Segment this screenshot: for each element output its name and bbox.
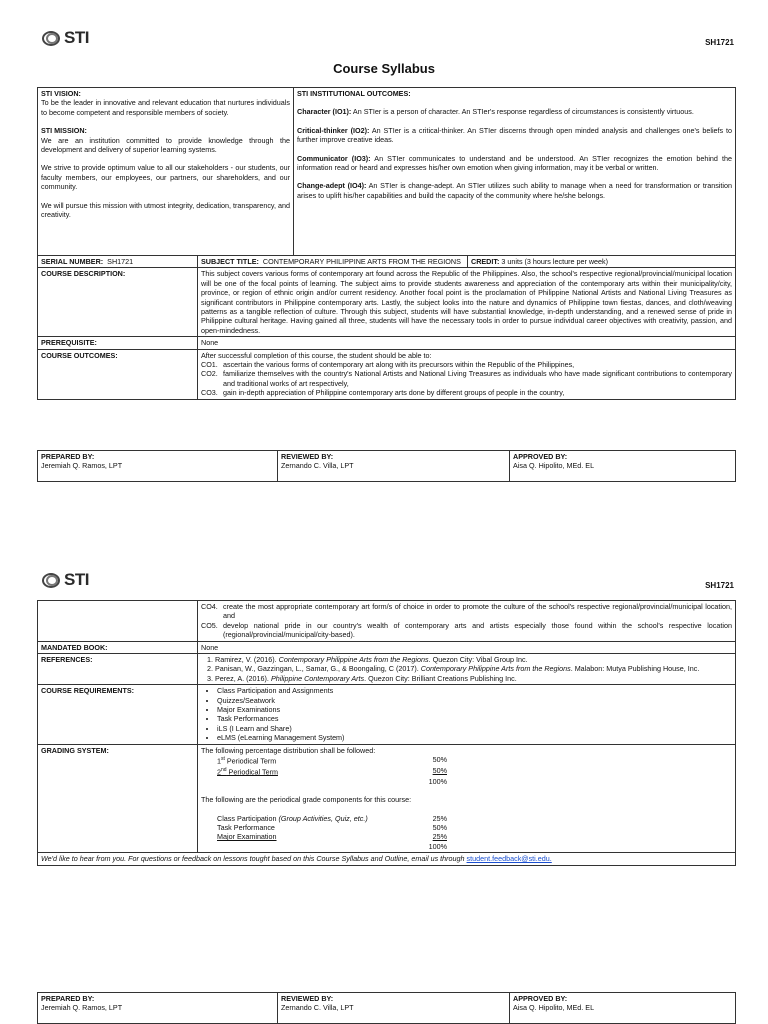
requirement-item: • Task Performances [217, 714, 732, 723]
outcome-io2: Critical-thinker (IO2): An STIer is a critical-thinker. An STIer discerns through open minded analysis and challenges one's beliefs to further improve creative ideas. [297, 125, 733, 145]
grade-term-row: 1st Periodical Term 50% [217, 755, 447, 766]
grading-cell [198, 744, 736, 852]
requirement-item: • eLMS (eLearning Management System) [217, 733, 732, 742]
sti-logo [42, 28, 89, 48]
outcome-io1: Character (IO1): An STIer is a person of character. An STIer's response regardless of circumstances is consistently virtuous. [297, 107, 694, 117]
vision-mission-cell [38, 88, 294, 256]
prepared-by-cell: PREPARED BY: Jeremiah Q. Ramos, LPT [38, 993, 278, 1024]
reference-item: 1. Ramirez, V. (2016). Contemporary Philippine Arts from the Regions. Quezon City: Vibal Group Inc. [215, 655, 732, 664]
course-outcome-co5: CO5. develop national pride in our country's wealth of contemporary arts and artists especially those found within the school's respective location (regional/provincial/municipal/city-based). [201, 620, 732, 640]
description-text: This subject covers various forms of contemporary art found across the Republic of the Philippines. Also, the school's respective regional/provincial/municipal location will be one of the focal points of learning. The subject aims to provide students awareness and appreciation of the contemporary arts within their municipality/city, province, or region of ethnic origin and/or current residency. Another focal point is the proclamation of Philippine National Artists and National Living Treasures as significant contributors in Philippine contemporary arts. Lastly, the subject looks into the nature and dynamics of Philippine town fiestas, dances, and cloth/weaving patterns as a tangible reflection of culture. Through this subject, students will have substantial knowledge, in-depth understanding, and a renewed sense of pride in Philippine cultural heritage. Having gained all three, students will have the necessary tools in order to pursue individual career objectives with creativity, passion, and open-mindedness. [198, 268, 736, 337]
prerequisite-label: PREREQUISITE: [38, 337, 198, 349]
requirement-item: • Major Examinations [217, 705, 732, 714]
outcome-io4: Change-adept (IO4): An STIer is change-adept. An STIer utilizes such ability to manage when a need for transformation or transition arises to uplift his/her capabilities and build the capacity of the community where he/she belongs. [297, 181, 733, 200]
references-label: REFERENCES: [38, 654, 198, 685]
course-outcome-co2: CO2. familiarize themselves with the country's National Artists and National Living Treasures as individuals who have made significant contributions to contemporary and traditional works of art respectively, [201, 369, 733, 388]
requirements-cell [198, 685, 736, 744]
requirement-item: • iLS (I Learn and Share) [217, 724, 732, 733]
credit-cell: CREDIT: 3 units (3 hours lecture per week) [468, 256, 736, 268]
globe-icon [42, 30, 62, 46]
course-outcomes-intro: After successful completion of this course, the student should be able to: [201, 350, 432, 360]
course-outcomes-cell [198, 349, 736, 399]
reviewed-by-cell: REVIEWED BY: Zernando C. Villa, LPT [278, 993, 510, 1024]
course-outcomes-cont-cell [198, 601, 736, 642]
grade-term-row: 2nd Periodical Term 50% [217, 765, 447, 777]
grading-intro-1: The following percentage distribution shall be followed: [201, 745, 376, 755]
grading-label: GRADING SYSTEM: [38, 744, 198, 852]
approved-by-cell: APPROVED BY: Aisa Q. Hipolito, MEd. EL [510, 451, 736, 482]
requirement-item: • Class Participation and Assignments [217, 686, 732, 695]
serial-cell: SERIAL NUMBER: SH1721 [38, 256, 198, 268]
course-outcome-co1: CO1. ascertain the various forms of contemporary art along with its precursors within the Republic of the Philippines, [201, 360, 575, 370]
outcomes-label: STI INSTITUTIONAL OUTCOMES: [297, 89, 411, 98]
signature-table-2 [37, 992, 736, 1024]
grade-component-row: Major Examination 25% [217, 832, 447, 842]
mission-p1: We are an institution committed to provide knowledge through the development and delivery of superior learning systems. [41, 135, 290, 155]
requirements-label: COURSE REQUIREMENTS: [38, 685, 198, 744]
mission-p2: We strive to provide optimum value to all our stakeholders - our students, our faculty members, our employees, our partners, our shareholders, and our community. [41, 163, 290, 192]
grade-total-row: 100% [428, 776, 447, 786]
syllabus-table-1 [37, 87, 736, 400]
page-title: Course Syllabus [333, 61, 435, 76]
syllabus-table-2 [37, 600, 736, 866]
doc-code-2: SH1721 [705, 581, 734, 590]
references-cell [198, 654, 736, 685]
grade-component-row: Class Participation (Group Activities, Quiz, etc.) 25% [217, 813, 447, 823]
vision-label: STI VISION: [41, 89, 81, 98]
subject-cell: SUBJECT TITLE: CONTEMPORARY PHILIPPINE ARTS FROM THE REGIONS [198, 256, 468, 268]
institutional-outcomes-cell [294, 88, 736, 256]
mandated-book-value: None [198, 641, 736, 653]
globe-icon [42, 572, 62, 588]
logo-text: STI [64, 28, 89, 47]
grade-component-row: Task Performance 50% [217, 822, 447, 832]
course-outcome-co3: CO3. gain in-depth appreciation of Philippine contemporary arts done by different groups of people in the country, [201, 388, 565, 398]
grading-intro-2: The following are the periodical grade components for this course: [201, 795, 412, 805]
prerequisite-value: None [198, 337, 736, 349]
vision-text: To be the leader in innovative and relevant education that nurtures individuals to become competent and responsible members of society. [41, 98, 290, 117]
description-label: COURSE DESCRIPTION: [38, 268, 198, 337]
approved-by-cell: APPROVED BY: Aisa Q. Hipolito, MEd. EL [510, 993, 736, 1024]
doc-code: SH1721 [705, 38, 734, 47]
course-outcome-co4: CO4. create the most appropriate contemporary art form/s of choice in order to promote the culture of the school's respective regional/provincial/municipal location, and [201, 602, 732, 621]
signature-table-1 [37, 450, 736, 482]
mandated-book-label: MANDATED BOOK: [38, 641, 198, 653]
course-outcomes-label: COURSE OUTCOMES: [38, 349, 198, 399]
mission-p3: We will pursue this mission with utmost integrity, dedication, transparency, and creativity. [41, 200, 290, 220]
reference-item: 3. Perez, A. (2016). Philippine Contemporary Arts. Quezon City: Brilliant Creations Publishing Inc. [215, 674, 732, 683]
feedback-text: We'd like to hear from you. For questions or feedback on lessons tought based on this Course Syllabus and Outline, email us through [41, 854, 467, 864]
requirement-item: • Quizzes/Seatwork [217, 696, 732, 705]
logo-text: STI [64, 570, 89, 589]
co-continued-label [38, 601, 198, 642]
feedback-email-link[interactable]: student.feedback@sti.edu. [466, 854, 552, 864]
reference-item: 2. Panisan, W., Gazzingan, L., Samar, G., & Boongaling, C (2017). Contemporary Philippine Arts from the Regions. Malabon: Mutya Publishing House, Inc. [215, 664, 732, 673]
mission-label: STI MISSION: [41, 126, 87, 136]
prepared-by-cell: PREPARED BY: Jeremiah Q. Ramos, LPT [38, 451, 278, 482]
feedback-cell [38, 853, 736, 865]
outcome-io3: Communicator (IO3): An STIer communicates to understand and be understood. An STIer recognizes the emotion behind the information read or heard and expresses his/her own emotion when giving information, may it be verbal or written. [297, 153, 733, 173]
sti-logo-2 [42, 570, 89, 590]
reviewed-by-cell: REVIEWED BY: Zernando C. Villa, LPT [278, 451, 510, 482]
grade-total-row: 100% [428, 841, 447, 851]
